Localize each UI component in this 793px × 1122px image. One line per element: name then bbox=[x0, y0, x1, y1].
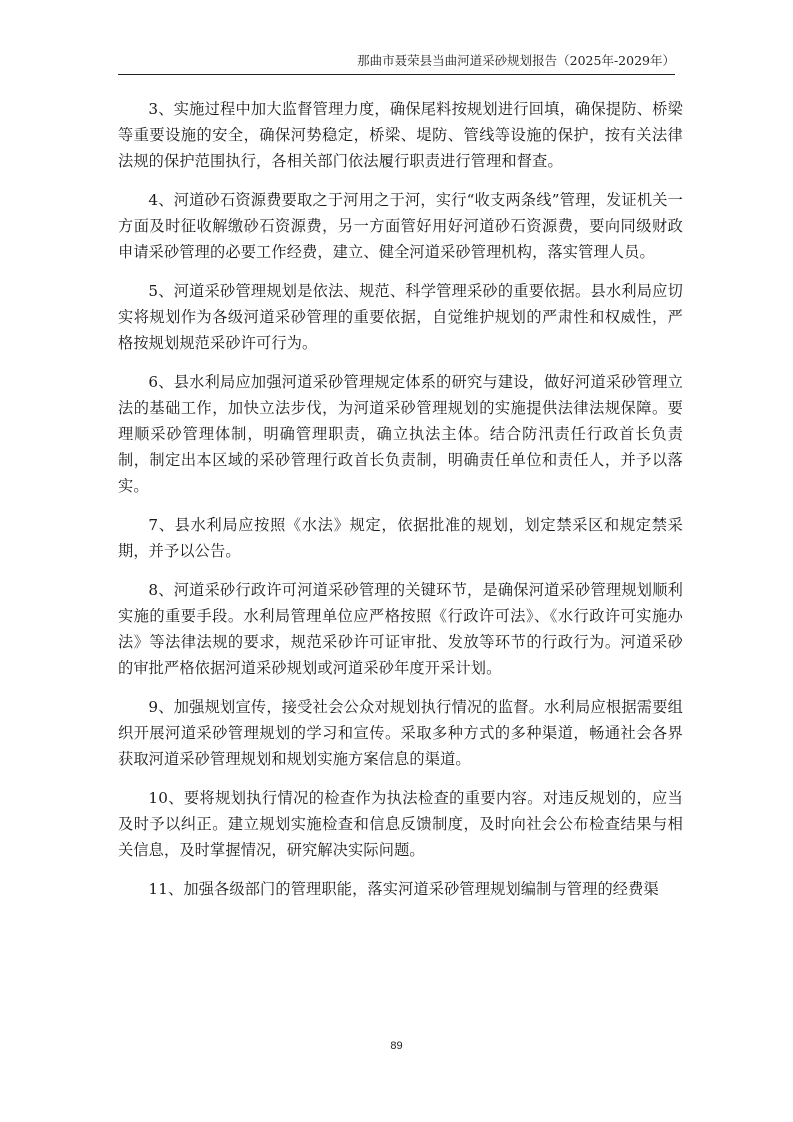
paragraph-3: 3、实施过程中加大监督管理力度，确保尾料按规划进行回填，确保提防、桥梁等重要设施的安全，确保河势稳定，桥梁、堤防、管线等设施的保护，按有关法律法规的保护范围执行，各相关部门依法履行职责进行管理和督查。 bbox=[118, 100, 683, 170]
document-body bbox=[118, 96, 683, 915]
page-header bbox=[118, 50, 675, 75]
paragraph-9: 9、加强规划宣传，接受社会公众对规划执行情况的监督。水利局应根据需要组织开展河道采砂管理规划的学习和宣传。采取多种方式的多种渠道，畅通社会各界获取河道采砂管理规划和规划实施方案信息的渠道。 bbox=[118, 698, 683, 768]
paragraph-7: 7、县水利局应按照《水法》规定，依据批准的规划，划定禁采区和规定禁采期，并予以公告。 bbox=[118, 516, 683, 560]
paragraph-6: 6、县水利局应加强河道采砂管理规定体系的研究与建设，做好河道采砂管理立法的基础工作，加快立法步伐，为河道采砂管理规划的实施提供法律法规保障。要理顺采砂管理体制，明确管理职责，确立执法主体。结合防汛责任行政首长负责制，制定出本区域的采砂管理行政首长负责制，明确责任单位和责任人，并予以落实。 bbox=[118, 373, 683, 495]
page-footer bbox=[0, 1040, 793, 1052]
page-number: 89 bbox=[390, 1040, 403, 1052]
paragraph-4: 4、河道砂石资源费要取之于河用之于河，实行“收支两条线”管理，发证机关一方面及时征收解缴砂石资源费，另一方面管好用好河道砂石资源费，要向同级财政申请采砂管理的必要工作经费，建立、健全河道采砂管理机构，落实管理人员。 bbox=[118, 191, 683, 261]
header-title: 那曲市聂荣县当曲河道采砂规划报告（2025年-2029年） bbox=[357, 53, 675, 68]
paragraph-8: 8、河道采砂行政许可河道采砂管理的关键环节，是确保河道采砂管理规划顺利实施的重要手段。水利局管理单位应严格按照《行政许可法》、《水行政许可实施办法》等法律法规的要求，规范采砂许可证审批、发放等环节的行政行为。河道采砂的审批严格依据河道采砂规划或河道采砂年度开采计划。 bbox=[118, 581, 683, 677]
paragraph-5: 5、河道采砂管理规划是依法、规范、科学管理采砂的重要依据。县水利局应切实将规划作为各级河道采砂管理的重要依据，自觉维护规划的严肃性和权威性，严格按规划规范采砂许可行为。 bbox=[118, 282, 683, 352]
paragraph-10: 10、要将规划执行情况的检查作为执法检查的重要内容。对违反规划的，应当及时予以纠正。建立规划实施检查和信息反馈制度，及时向社会公布检查结果与相关信息，及时掌握情况，研究解决实际问题。 bbox=[118, 789, 683, 859]
paragraph-11: 11、加强各级部门的管理职能，落实河道采砂管理规划编制与管理的经费渠 bbox=[148, 880, 659, 898]
